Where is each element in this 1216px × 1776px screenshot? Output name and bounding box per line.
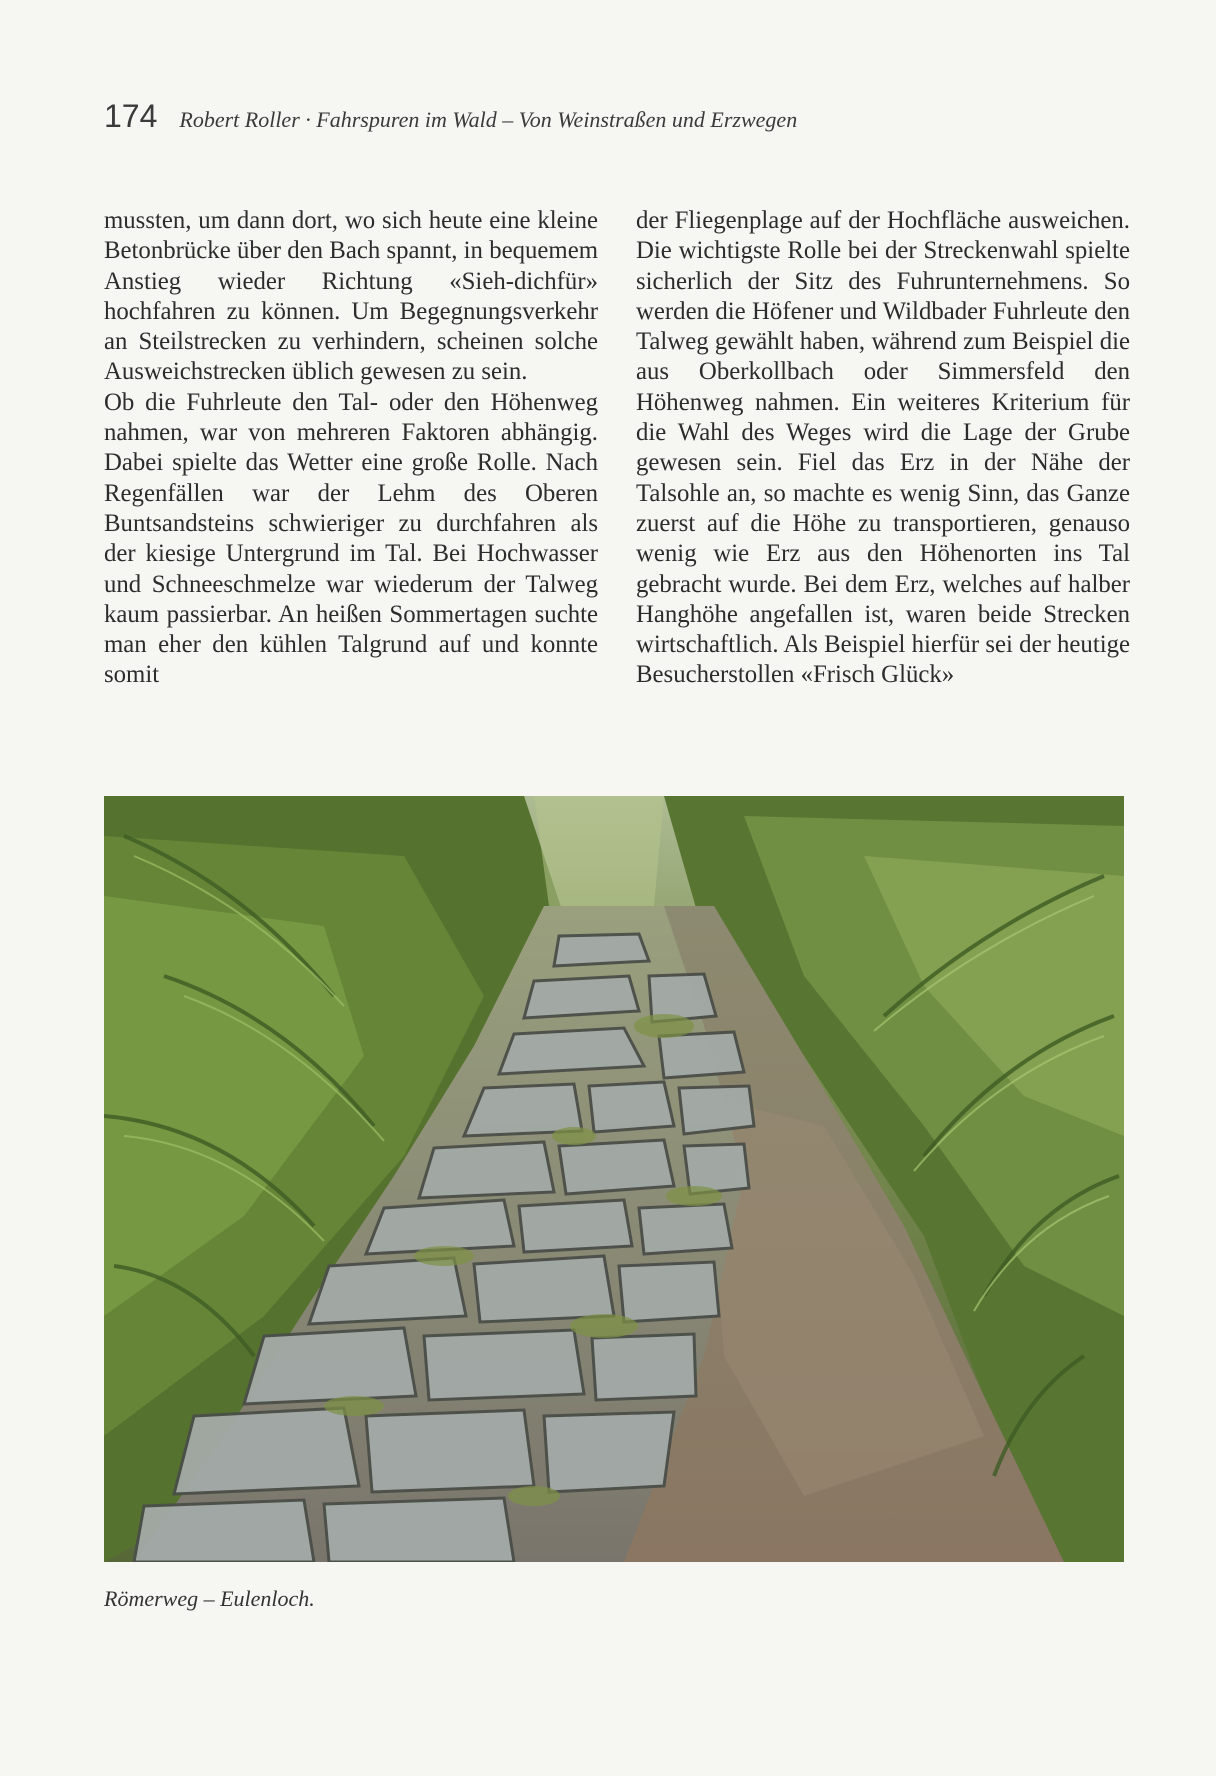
- left-text-column: [104, 206, 598, 691]
- cobblestone-path-illustration: [104, 796, 1124, 1562]
- paragraph: Ob die Fuhrleute den Tal- oder den Höhenweg nahmen, war von mehreren Faktoren abhängig. Dabei spielte das Wetter eine große Rolle. Nach Regenfällen war der Lehm des Oberen Buntsandsteins schwieriger zu durchfahren als der kiesige Untergrund im Tal. Bei Hochwasser und Schneeschmelze war wiederum der Talweg kaum passierbar. An heißen Sommertagen suchte man eher den kühlen Talgrund auf und konnte somit: [104, 388, 598, 689]
- right-text-column: [636, 206, 1130, 691]
- figure-caption: Römerweg – Eulenloch.: [104, 1586, 315, 1611]
- paragraph: der Fliegenplage auf der Hochfläche ausweichen. Die wichtigste Rolle bei der Streckenwahl spielte sicherlich der Sitz des Fuhrunternehmens. So werden die Höfener und Wildbader Fuhrleute den Talweg gewählt haben, während zum Beispiel die aus Oberkollbach oder Simmersfeld den Höhenweg nahmen. Ein weiteres Kriterium für die Wahl des Weges wird die Lage der Grube gewesen sein. Fiel das Erz in der Nähe der Talsohle an, so machte es wenig Sinn, das Ganze zuerst auf die Höhe zu transportieren, genauso wenig wie Erz aus den Höhenorten ins Tal gebracht wurde. Bei dem Erz, welches auf halber Hanghöhe angefallen ist, waren beide Strecken wirtschaftlich. Als Beispiel hierfür sei der heutige Besucherstollen «Frisch Glück»: [636, 207, 1130, 689]
- paragraph: mussten, um dann dort, wo sich heute eine kleine Betonbrücke über den Bach spannt, in bequemem Anstieg wieder Richtung «Sieh-dichfür» hochfahren zu können. Um Begegnungsverkehr an Steilstrecken zu verhindern, scheinen solche Ausweichstrecken üblich gewesen zu sein.: [104, 207, 598, 386]
- page-number: 174: [104, 98, 158, 134]
- running-head: Robert Roller · Fahrspuren im Wald – Von Weinstraßen und Erzwegen: [179, 107, 798, 132]
- page-header: [104, 98, 797, 135]
- forest-path-photo: [104, 796, 1124, 1562]
